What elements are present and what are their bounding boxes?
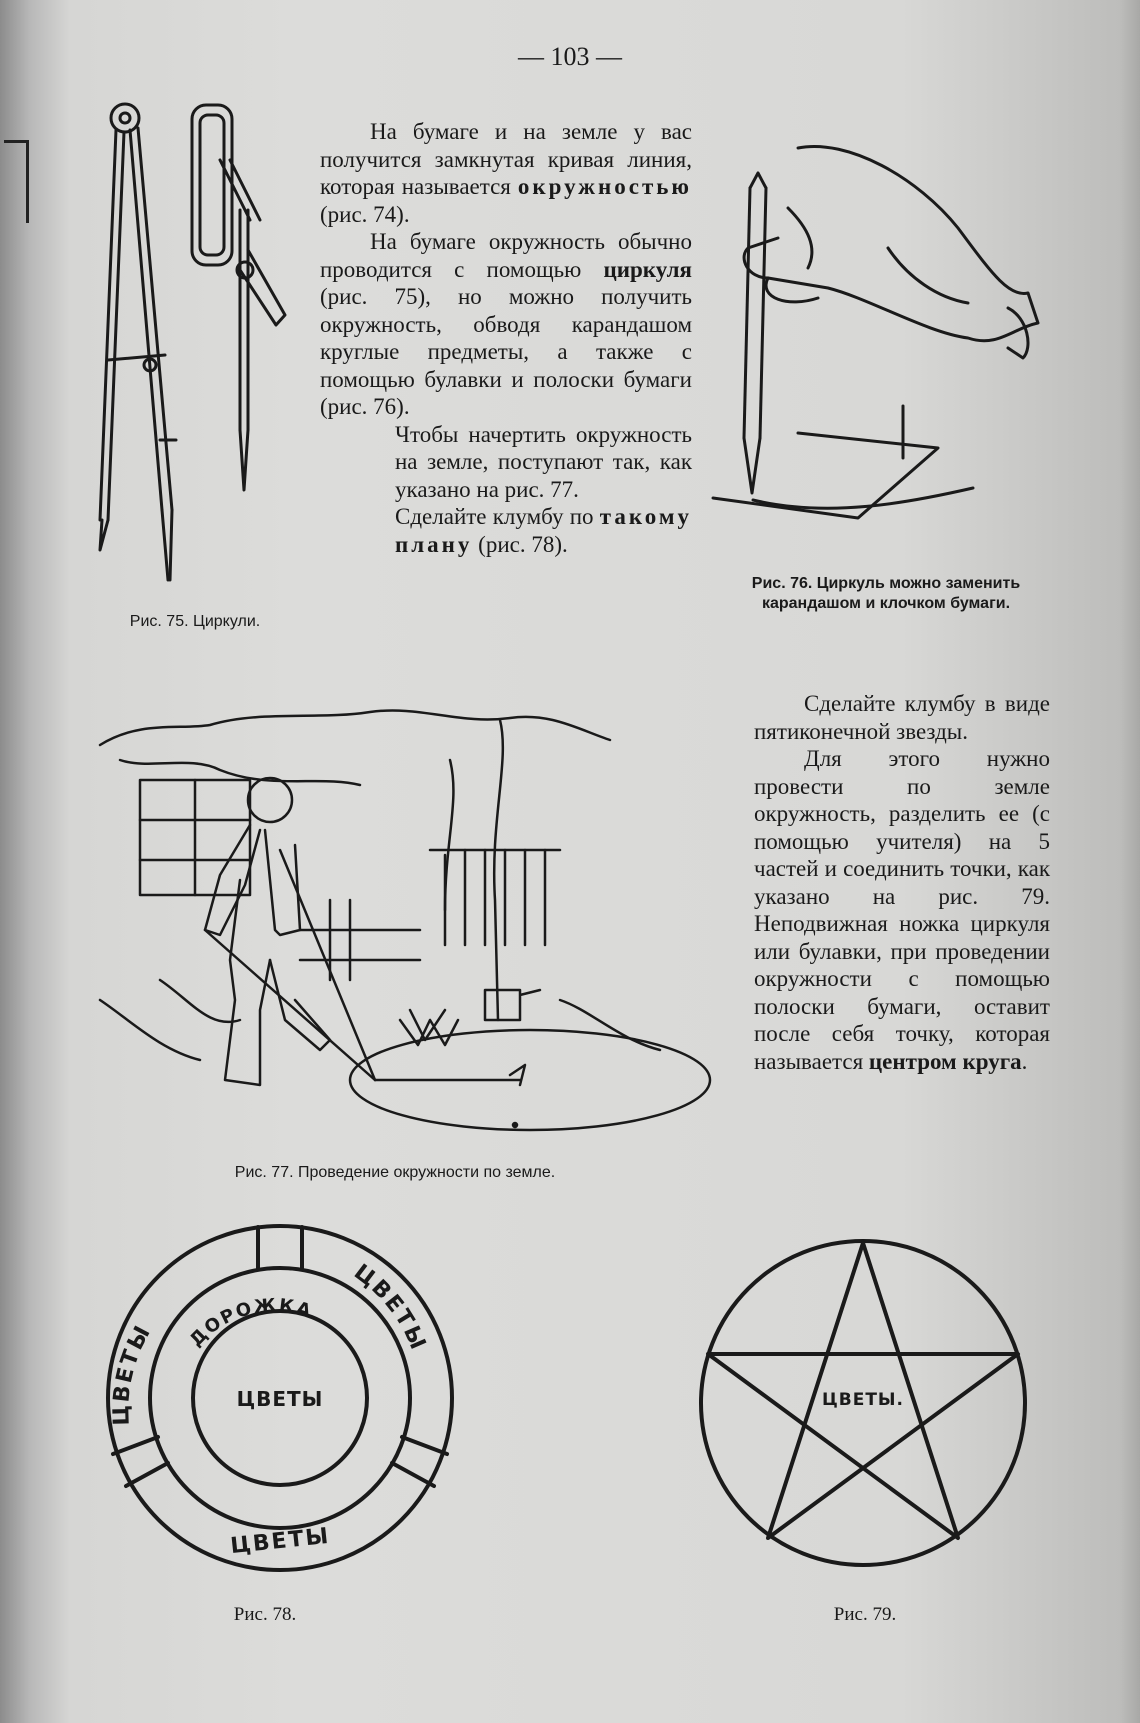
paragraph-5-text: Сделайте клумбу в виде пятиконечной звезды.: [754, 691, 1050, 744]
paragraph-3: [320, 421, 692, 504]
fig76-hand-pencil-illustration: [708, 148, 1058, 528]
main-text-column-1: [320, 118, 692, 558]
fig78-label-flowers-bottom: ЦВЕТЫ: [229, 1523, 332, 1560]
fig77-caption: Рис. 77. Проведение окружности по земле.: [234, 1164, 556, 1181]
paragraph-2-text-a: На бумаге окружность обычно проводится с помощью: [320, 229, 692, 282]
paragraph-1: [320, 118, 692, 228]
term-circumference: окружностью: [517, 174, 692, 199]
page-number: — 103 —: [518, 42, 622, 71]
paragraph-2: [320, 228, 692, 421]
fig78-flowerbed-plan-diagram: [100, 1218, 460, 1578]
fig79-star-flowerbed-diagram: [688, 1228, 1038, 1578]
main-text-column-2: [754, 690, 1050, 1075]
fig79-caption: Рис. 79.: [833, 1604, 897, 1625]
paragraph-6: [754, 745, 1050, 1075]
term-center-of-circle: центром круга: [868, 1048, 1022, 1074]
fig75-caption: Рис. 75. Циркули.: [129, 613, 261, 630]
paragraph-1-text-b: (рис. 74).: [320, 201, 410, 227]
fig78-label-flowers-left: ЦВЕТЫ: [109, 1320, 157, 1426]
fig78-label-path: ДОРОЖКА: [185, 1294, 316, 1351]
term-compass: циркуля: [603, 256, 692, 282]
paragraph-1-text-a: На бумаге и на земле у вас получится замкнутая кривая линия, которая называется: [320, 119, 692, 199]
fig77-garden-scene-illustration: [100, 700, 720, 1160]
fig75-compasses-illustration: [80, 100, 310, 600]
paragraph-6-text-a: Для этого нужно провести по земле окружность, разделить ее (с помощью учителя) на 5 частей и соединить точки, как указано на рис. 79. Неподвижная ножка циркуля или булавки, при проведении окружности с помощью полоски бумаги, оставит после себя точку, которая называется: [754, 746, 1050, 1074]
paragraph-6-text-b: .: [1021, 1048, 1028, 1074]
term-such-plan: такому плану: [395, 504, 692, 557]
fig78-caption: Рис. 78.: [233, 1604, 297, 1625]
fig79-label-flowers-center: ЦВЕТЫ.: [821, 1390, 905, 1410]
paragraph-4-text-a: Сделайте клумбу по: [395, 504, 600, 529]
paragraph-5: [754, 690, 1050, 745]
paragraph-2-text-b: (рис. 75), но можно получить окружность, обводя карандашом круглые предметы, а также с помощью булавки и полоски бумаги (рис. 76).: [320, 284, 692, 419]
paragraph-4: [320, 503, 692, 558]
fig78-label-flowers-right: ЦВЕТЫ: [349, 1259, 431, 1355]
paragraph-4-text-b: (рис. 78).: [472, 531, 568, 557]
gutter-mark: [4, 140, 29, 223]
paragraph-3-text: Чтобы начертить окружность на земле, поступают так, как указано на рис. 77.: [395, 421, 692, 502]
fig76-caption: Рис. 76. Циркуль можно заменить карандашом и клочком бумаги.: [751, 575, 1021, 612]
fig78-label-flowers-center: ЦВЕТЫ: [236, 1387, 324, 1411]
